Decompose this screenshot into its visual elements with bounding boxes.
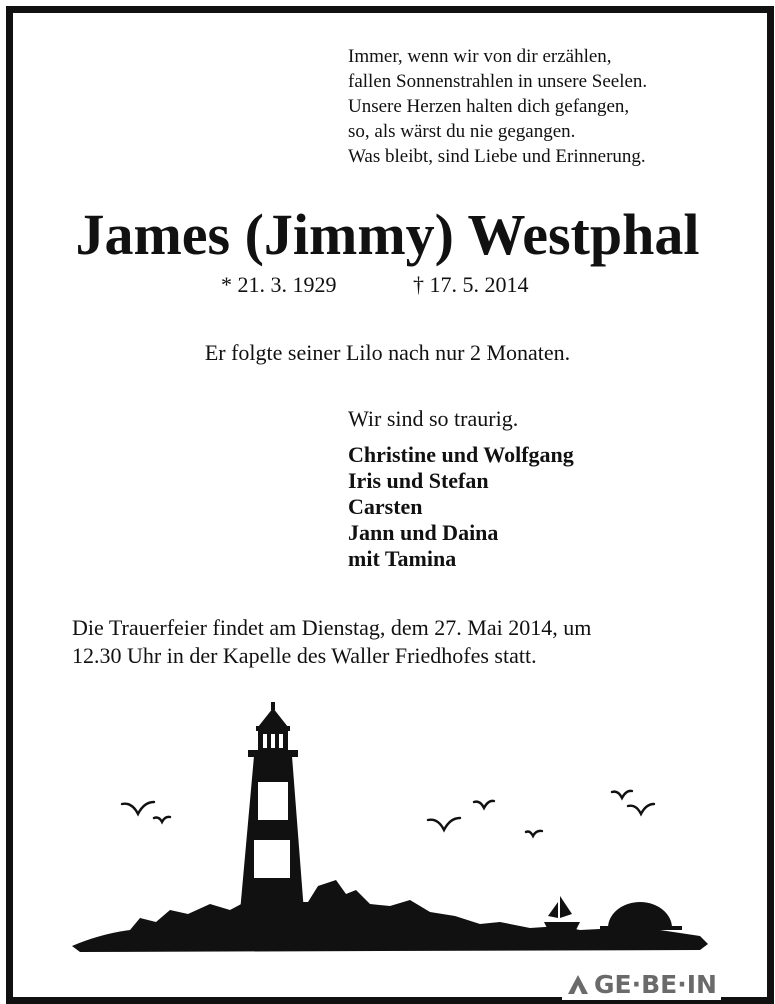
mourner-name: mit Tamina bbox=[348, 546, 457, 571]
poem-line: Immer, wenn wir von dir erzählen, bbox=[348, 46, 612, 67]
poem-line: fallen Sonnenstrahlen in unsere Seelen. bbox=[348, 71, 648, 92]
funeral-line: Die Trauerfeier findet am Dienstag, dem 27. Mai 2014, um bbox=[72, 615, 592, 640]
deceased-name: James (Jimmy) Westphal bbox=[75, 202, 700, 267]
poem-line: Unsere Herzen halten dich gefangen, bbox=[348, 96, 630, 117]
logo-text: GE·BE·IN bbox=[594, 969, 717, 999]
mourner-name: Christine und Wolfgang bbox=[348, 442, 574, 467]
mourning-statement: Wir sind so traurig. bbox=[348, 406, 519, 431]
funeral-notice bbox=[72, 614, 591, 670]
poem-line: so, als wärst du nie gegangen. bbox=[348, 121, 576, 142]
gebein-mark-icon bbox=[566, 972, 590, 996]
mourner-name: Carsten bbox=[348, 494, 423, 519]
mourner-name: Iris und Stefan bbox=[348, 468, 489, 493]
memorial-poem bbox=[348, 44, 647, 169]
poem-line: Was bleibt, sind Liebe und Erinnerung. bbox=[348, 146, 646, 167]
mourner-name: Jann und Daina bbox=[348, 520, 499, 545]
mourners-list bbox=[348, 442, 574, 572]
gebein-logo bbox=[562, 968, 721, 1000]
death-date: † 17. 5. 2014 bbox=[413, 272, 529, 297]
birth-date: * 21. 3. 1929 bbox=[221, 272, 337, 297]
funeral-line: 12.30 Uhr in der Kapelle des Waller Friedhofes statt. bbox=[72, 643, 537, 668]
tribute-text: Er folgte seiner Lilo nach nur 2 Monaten. bbox=[204, 340, 571, 365]
lighthouse-coast-silhouette-icon bbox=[60, 690, 720, 960]
